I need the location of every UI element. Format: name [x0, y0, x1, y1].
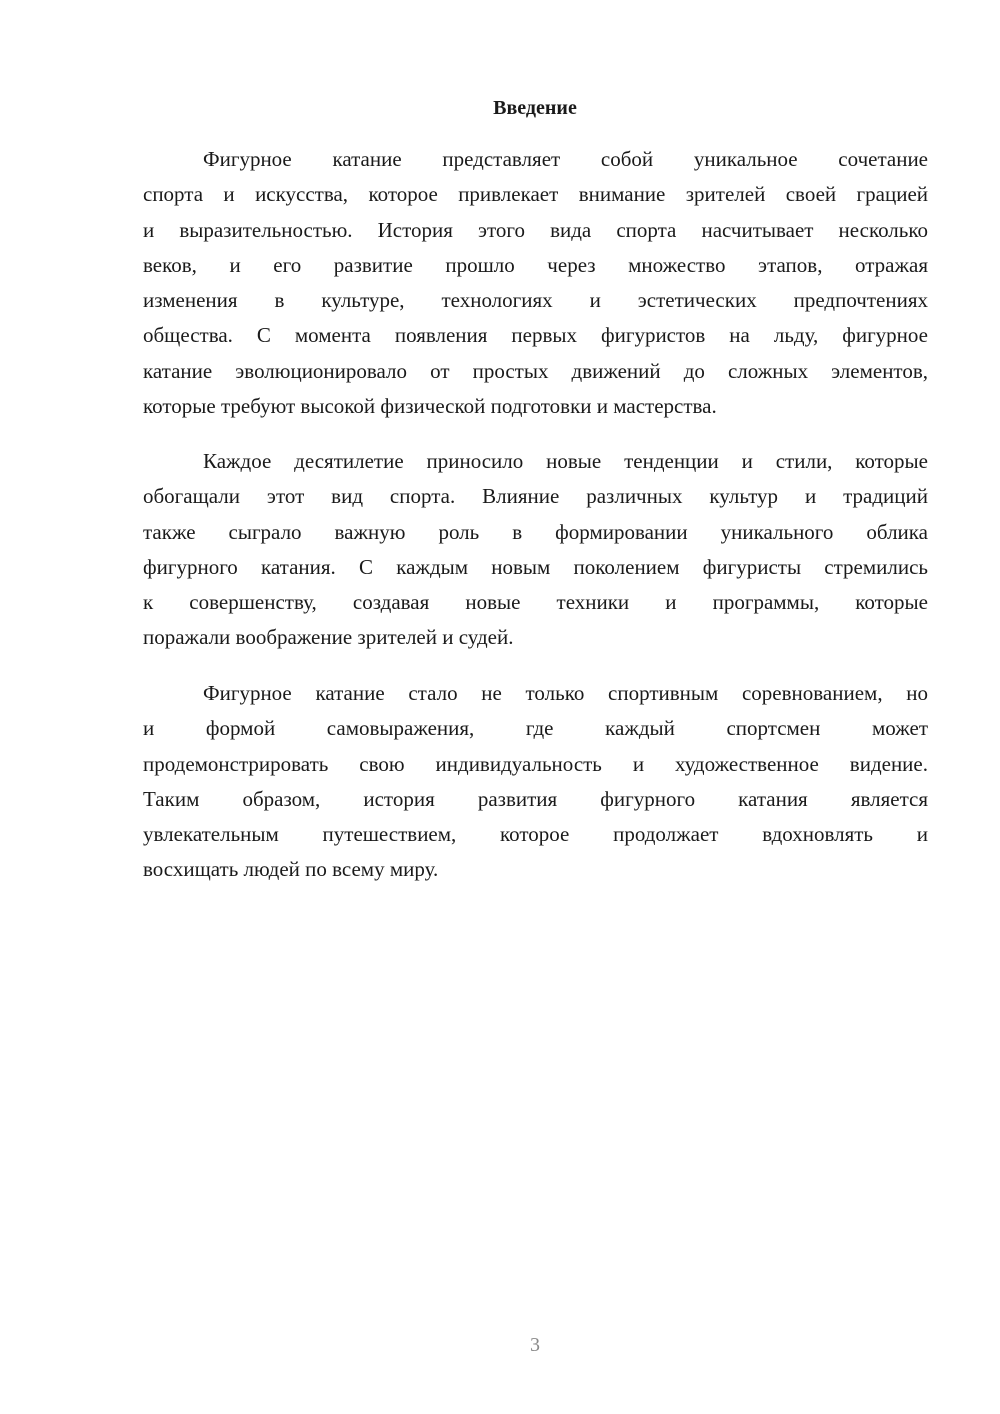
paragraph-1: [143, 142, 928, 424]
text-line: поражали воображение зрителей и судей.: [143, 625, 514, 650]
text-line: и выразительностью. История этого вида спорта насчитывает несколько: [143, 217, 928, 242]
paragraph-3: [143, 676, 928, 888]
text-line: фигурного катания. С каждым новым поколением фигуристы стремились: [143, 554, 928, 579]
text-line: Фигурное катание представляет собой уникальное сочетание: [203, 147, 928, 171]
text-line: обогащали этот вид спорта. Влияние различных культур и традиций: [143, 484, 928, 509]
text-line: увлекательным путешествием, которое продолжает вдохновлять и: [143, 822, 928, 847]
page-number: 3: [530, 1334, 540, 1356]
text-line: и формой самовыражения, где каждый спортсмен может: [143, 716, 928, 741]
text-line: Фигурное катание стало не только спортивным соревнованием, но: [203, 681, 928, 705]
text-line: продемонстрировать свою индивидуальность и художественное видение.: [143, 751, 928, 776]
text-line: веков, и его развитие прошло через множество этапов, отражая: [143, 252, 928, 277]
text-line: общества. С момента появления первых фигуристов на льду, фигурное: [143, 323, 928, 348]
text-line: спорта и искусства, которое привлекает внимание зрителей своей грацией: [143, 182, 928, 207]
paragraph-2: [143, 444, 928, 656]
text-line: которые требуют высокой физической подготовки и мастерства.: [143, 394, 717, 419]
text-line: к совершенству, создавая новые техники и программы, которые: [143, 590, 928, 615]
text-line: Каждое десятилетие приносило новые тенденции и стили, которые: [203, 449, 928, 473]
section-heading: Введение: [493, 97, 577, 119]
text-line: катание эволюционировало от простых движений до сложных элементов,: [143, 358, 928, 383]
text-line: изменения в культуре, технологиях и эстетических предпочтениях: [143, 288, 928, 313]
text-line: Таким образом, история развития фигурного катания является: [143, 786, 928, 811]
text-line: также сыграло важную роль в формировании уникального облика: [143, 519, 928, 544]
text-line: восхищать людей по всему миру.: [143, 857, 439, 882]
